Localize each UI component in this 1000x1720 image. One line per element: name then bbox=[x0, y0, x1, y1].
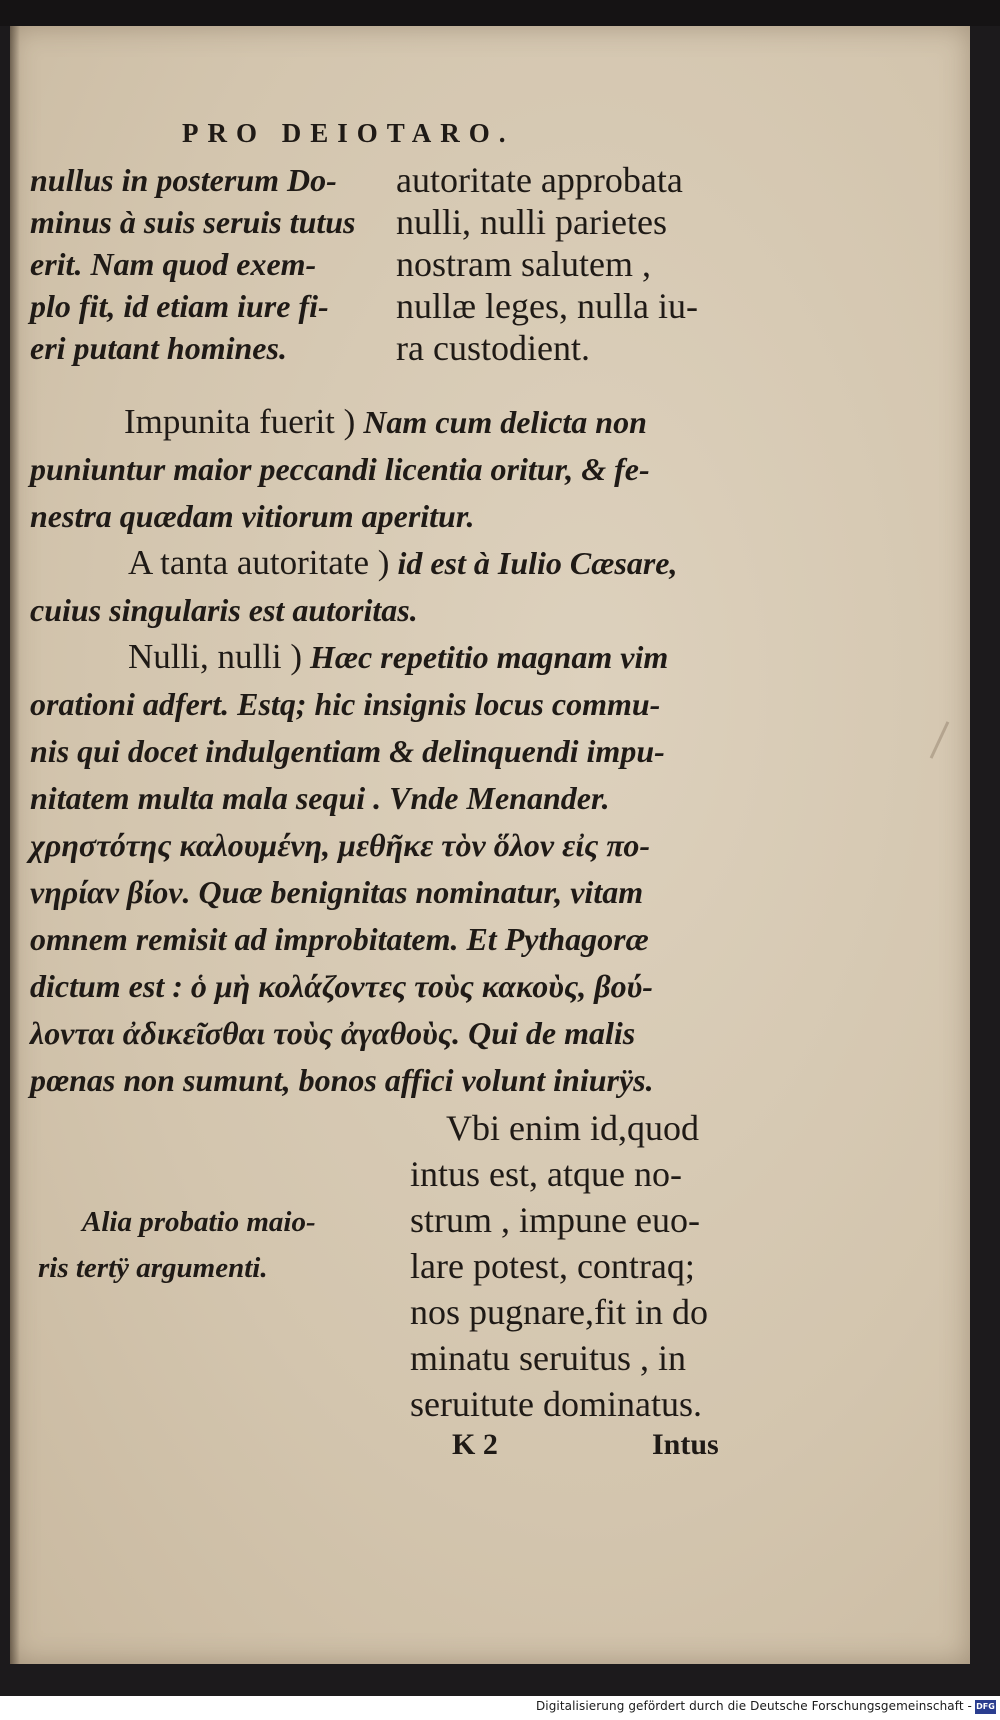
commentary-line: puniuntur maior peccandi licentia oritur, & fe- bbox=[30, 451, 650, 487]
left-column-line: nullus in posterum Do- bbox=[30, 162, 337, 198]
right-column-line: autoritate approbata bbox=[396, 160, 683, 200]
commentary-line: nitatem multa mala sequi . Vnde Menander. bbox=[30, 780, 610, 816]
right-column-line: nullæ leges, nulla iu- bbox=[396, 286, 698, 326]
commentary-text: Hæc repetitio magnam vim bbox=[310, 639, 669, 675]
lemma: Impunita fuerit ) bbox=[124, 402, 356, 441]
margin-note-line: ris tertÿ argumenti. bbox=[38, 1252, 268, 1284]
greek-line: χρηστότης καλουμένη, μεθῆκε τὸν ὅλον εἰς πο- bbox=[30, 827, 651, 863]
digitization-footer bbox=[0, 1696, 1000, 1720]
left-column-line: eri putant homines. bbox=[30, 330, 287, 366]
commentary-line bbox=[128, 541, 677, 585]
quote-line: intus est, atque no- bbox=[410, 1154, 682, 1194]
margin-note-line: Alia probatio maio- bbox=[82, 1206, 316, 1238]
digitization-notice: Digitalisierung gefördert durch die Deutsche Forschungsgemeinschaft - bbox=[535, 1699, 972, 1713]
commentary-line: pœnas non sumunt, bonos affici volunt iniurÿs. bbox=[30, 1062, 654, 1098]
signature-mark: K 2 bbox=[452, 1428, 498, 1461]
commentary-line: nis qui docet indulgentiam & delinquendi impu- bbox=[30, 733, 665, 769]
lemma: A tanta autoritate ) bbox=[128, 543, 390, 582]
quote-line: lare potest, contraq; bbox=[410, 1246, 695, 1286]
commentary-text: Nam cum delicta non bbox=[363, 404, 647, 440]
quote-line: minatu seruitus , in bbox=[410, 1338, 686, 1378]
dfg-logo: DFG bbox=[975, 1700, 996, 1714]
quote-line: seruitute dominatus. bbox=[410, 1384, 702, 1424]
commentary-line: orationi adfert. Estq; hic insignis locus commu- bbox=[30, 686, 661, 722]
commentary-text: id est à Iulio Cæsare, bbox=[397, 545, 678, 581]
lemma: Nulli, nulli ) bbox=[128, 637, 303, 676]
left-column-line: erit. Nam quod exem- bbox=[30, 246, 317, 282]
right-column-line: ra custodient. bbox=[396, 328, 590, 368]
commentary-line: cuius singularis est autoritas. bbox=[30, 592, 418, 628]
scan-border-top bbox=[0, 0, 1000, 26]
left-column-line: minus à suis seruis tutus bbox=[30, 204, 356, 240]
commentary-line: nestra quædam vitiorum aperitur. bbox=[30, 498, 475, 534]
spine-shadow bbox=[10, 26, 20, 1664]
left-column-line: plo fit, id etiam iure fi- bbox=[30, 288, 329, 324]
quote-line: nos pugnare,fit in do bbox=[410, 1292, 708, 1332]
right-column-line: nostram salutem , bbox=[396, 244, 651, 284]
commentary-line bbox=[124, 400, 647, 444]
commentary-line: νηρίαν βίον. Quæ benignitas nominatur, vitam bbox=[30, 874, 644, 910]
greek-line: λονται ἀδικεῖσθαι τοὺς ἀγαθοὺς. Qui de malis bbox=[30, 1015, 636, 1051]
catchword: Intus bbox=[652, 1428, 719, 1461]
running-title: PRO DEIOTARO. bbox=[182, 118, 515, 148]
right-column-line: nulli, nulli parietes bbox=[396, 202, 667, 242]
commentary-line bbox=[128, 635, 668, 679]
greek-line: dictum est : ὁ μὴ κολάζοντες τοὺς κακοὺς, βού- bbox=[30, 968, 653, 1004]
quote-line: strum , impune euo- bbox=[410, 1200, 700, 1240]
commentary-line: omnem remisit ad improbitatem. Et Pythagoræ bbox=[30, 921, 649, 957]
quote-line: Vbi enim id,quod bbox=[446, 1108, 699, 1148]
